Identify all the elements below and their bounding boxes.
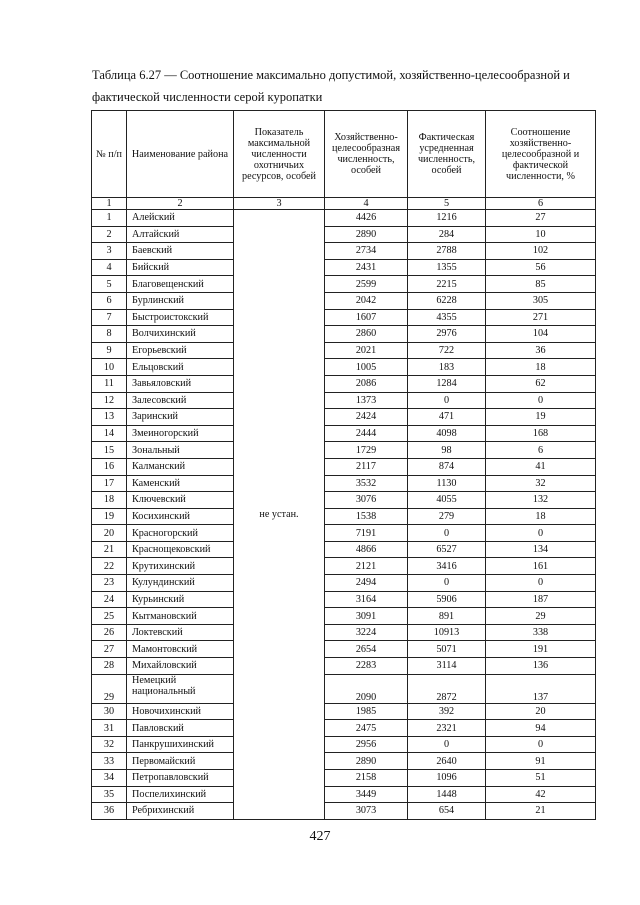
table-row xyxy=(92,475,596,492)
district-name: Бийский xyxy=(127,259,234,276)
ratio-value: 29 xyxy=(486,608,596,625)
actual-population-value: 4355 xyxy=(408,309,486,326)
actual-population-value: 284 xyxy=(408,226,486,243)
header-max-population: Показатель максимальной численности охотничьих ресурсов, особей xyxy=(234,111,325,198)
district-name: Ельцовский xyxy=(127,359,234,376)
table-row xyxy=(92,786,596,803)
caption-line-2: фактической численности серой куропатки xyxy=(92,90,323,104)
district-name: Волчихинский xyxy=(127,326,234,343)
actual-population-value: 0 xyxy=(408,392,486,409)
table-row xyxy=(92,770,596,787)
district-name: Завьяловский xyxy=(127,375,234,392)
district-name: Змеиногорский xyxy=(127,425,234,442)
district-name: Красногорский xyxy=(127,525,234,542)
economic-population-value: 1607 xyxy=(325,309,408,326)
actual-population-value: 6527 xyxy=(408,541,486,558)
economic-population-value: 4866 xyxy=(325,541,408,558)
row-number: 21 xyxy=(92,541,127,558)
table-row xyxy=(92,575,596,592)
actual-population-value: 1284 xyxy=(408,375,486,392)
economic-population-value: 1538 xyxy=(325,508,408,525)
district-name: Благовещенский xyxy=(127,276,234,293)
actual-population-value: 2872 xyxy=(408,674,486,703)
economic-population-value: 2431 xyxy=(325,259,408,276)
table-row xyxy=(92,442,596,459)
ratio-value: 0 xyxy=(486,736,596,753)
ratio-value: 94 xyxy=(486,720,596,737)
ratio-value: 191 xyxy=(486,641,596,658)
ratio-value: 41 xyxy=(486,458,596,475)
row-number: 15 xyxy=(92,442,127,459)
economic-population-value: 1985 xyxy=(325,703,408,720)
table-row xyxy=(92,558,596,575)
column-number-row xyxy=(92,198,596,210)
header-actual-population: Фактическая усредненная численность, особей xyxy=(408,111,486,198)
table-row xyxy=(92,624,596,641)
economic-population-value: 2042 xyxy=(325,292,408,309)
actual-population-value: 183 xyxy=(408,359,486,376)
ratio-value: 20 xyxy=(486,703,596,720)
economic-population-value: 3076 xyxy=(325,492,408,509)
ratio-value: 19 xyxy=(486,409,596,426)
row-number: 22 xyxy=(92,558,127,575)
table-caption xyxy=(92,64,602,108)
row-number: 30 xyxy=(92,703,127,720)
economic-population-value: 3532 xyxy=(325,475,408,492)
column-number: 5 xyxy=(408,198,486,210)
district-name: Петропавловский xyxy=(127,770,234,787)
row-number: 16 xyxy=(92,458,127,475)
data-table xyxy=(91,110,596,820)
actual-population-value: 3416 xyxy=(408,558,486,575)
table-row xyxy=(92,541,596,558)
table-row xyxy=(92,803,596,820)
table-row xyxy=(92,608,596,625)
actual-population-value: 0 xyxy=(408,736,486,753)
table-row xyxy=(92,226,596,243)
row-number: 1 xyxy=(92,210,127,227)
ratio-value: 168 xyxy=(486,425,596,442)
table-row xyxy=(92,425,596,442)
actual-population-value: 1130 xyxy=(408,475,486,492)
ratio-value: 134 xyxy=(486,541,596,558)
actual-population-value: 891 xyxy=(408,608,486,625)
economic-population-value: 1729 xyxy=(325,442,408,459)
district-name: Первомайский xyxy=(127,753,234,770)
row-number: 27 xyxy=(92,641,127,658)
actual-population-value: 4055 xyxy=(408,492,486,509)
economic-population-value: 2444 xyxy=(325,425,408,442)
row-number: 35 xyxy=(92,786,127,803)
row-number: 12 xyxy=(92,392,127,409)
ratio-value: 18 xyxy=(486,359,596,376)
row-number: 36 xyxy=(92,803,127,820)
economic-population-value: 2283 xyxy=(325,658,408,675)
ratio-value: 10 xyxy=(486,226,596,243)
column-number: 6 xyxy=(486,198,596,210)
row-number: 2 xyxy=(92,226,127,243)
actual-population-value: 392 xyxy=(408,703,486,720)
actual-population-value: 2640 xyxy=(408,753,486,770)
actual-population-value: 2215 xyxy=(408,276,486,293)
actual-population-value: 10913 xyxy=(408,624,486,641)
district-name: Заринский xyxy=(127,409,234,426)
actual-population-value: 471 xyxy=(408,409,486,426)
economic-population-value: 2734 xyxy=(325,243,408,260)
actual-population-value: 722 xyxy=(408,342,486,359)
table-row xyxy=(92,409,596,426)
row-number: 23 xyxy=(92,575,127,592)
row-number: 7 xyxy=(92,309,127,326)
row-number: 20 xyxy=(92,525,127,542)
page-number: 427 xyxy=(309,829,331,844)
economic-population-value: 1005 xyxy=(325,359,408,376)
table-row xyxy=(92,591,596,608)
actual-population-value: 98 xyxy=(408,442,486,459)
ratio-value: 56 xyxy=(486,259,596,276)
district-name: Быстроистокский xyxy=(127,309,234,326)
district-name: Алейский xyxy=(127,210,234,227)
column-number: 4 xyxy=(325,198,408,210)
district-name: Новочихинский xyxy=(127,703,234,720)
header-district-name: Наименование района xyxy=(127,111,234,198)
table-row xyxy=(92,753,596,770)
ratio-value: 62 xyxy=(486,375,596,392)
district-name: Каменский xyxy=(127,475,234,492)
ratio-value: 136 xyxy=(486,658,596,675)
actual-population-value: 1216 xyxy=(408,210,486,227)
row-number: 26 xyxy=(92,624,127,641)
row-number: 4 xyxy=(92,259,127,276)
row-number: 17 xyxy=(92,475,127,492)
actual-population-value: 2788 xyxy=(408,243,486,260)
row-number: 18 xyxy=(92,492,127,509)
table-row xyxy=(92,641,596,658)
row-number: 10 xyxy=(92,359,127,376)
ratio-value: 161 xyxy=(486,558,596,575)
table-row xyxy=(92,375,596,392)
district-name: Зональный xyxy=(127,442,234,459)
district-name: Калманский xyxy=(127,458,234,475)
economic-population-value: 3164 xyxy=(325,591,408,608)
district-name: Залесовский xyxy=(127,392,234,409)
economic-population-value: 2121 xyxy=(325,558,408,575)
actual-population-value: 1096 xyxy=(408,770,486,787)
ratio-value: 104 xyxy=(486,326,596,343)
actual-population-value: 1355 xyxy=(408,259,486,276)
header-number: № п/п xyxy=(92,111,127,198)
district-name: Ребрихинский xyxy=(127,803,234,820)
actual-population-value: 6228 xyxy=(408,292,486,309)
row-number: 34 xyxy=(92,770,127,787)
ratio-value: 42 xyxy=(486,786,596,803)
economic-population-value: 2090 xyxy=(325,674,408,703)
ratio-value: 91 xyxy=(486,753,596,770)
ratio-value: 271 xyxy=(486,309,596,326)
row-number: 33 xyxy=(92,753,127,770)
row-number: 5 xyxy=(92,276,127,293)
economic-population-value: 2599 xyxy=(325,276,408,293)
table-row xyxy=(92,674,596,703)
column-number: 3 xyxy=(234,198,325,210)
table-row xyxy=(92,342,596,359)
ratio-value: 338 xyxy=(486,624,596,641)
table-row xyxy=(92,492,596,509)
ratio-value: 102 xyxy=(486,243,596,260)
table-row xyxy=(92,309,596,326)
column-number: 2 xyxy=(127,198,234,210)
table-row xyxy=(92,276,596,293)
district-name: Крутихинский xyxy=(127,558,234,575)
economic-population-value: 2424 xyxy=(325,409,408,426)
ratio-value: 85 xyxy=(486,276,596,293)
table-body xyxy=(92,210,596,820)
district-name: Бурлинский xyxy=(127,292,234,309)
district-name: Локтевский xyxy=(127,624,234,641)
actual-population-value: 5906 xyxy=(408,591,486,608)
ratio-value: 305 xyxy=(486,292,596,309)
table-row xyxy=(92,703,596,720)
row-number: 11 xyxy=(92,375,127,392)
district-name: Косихинский xyxy=(127,508,234,525)
table-row xyxy=(92,658,596,675)
district-name: Алтайский xyxy=(127,226,234,243)
economic-population-value: 2890 xyxy=(325,753,408,770)
table-row xyxy=(92,392,596,409)
ratio-value: 0 xyxy=(486,575,596,592)
table-row xyxy=(92,525,596,542)
max-population-merged-cell: не устан. xyxy=(234,210,325,820)
district-name: Ключевский xyxy=(127,492,234,509)
row-number: 14 xyxy=(92,425,127,442)
table-row xyxy=(92,210,596,227)
ratio-value: 18 xyxy=(486,508,596,525)
row-number: 19 xyxy=(92,508,127,525)
district-name: Курьинский xyxy=(127,591,234,608)
row-number: 28 xyxy=(92,658,127,675)
district-name: Михайловский xyxy=(127,658,234,675)
district-name: Мамонтовский xyxy=(127,641,234,658)
district-name: Баевский xyxy=(127,243,234,260)
ratio-value: 187 xyxy=(486,591,596,608)
table-row xyxy=(92,508,596,525)
economic-population-value: 2021 xyxy=(325,342,408,359)
ratio-value: 6 xyxy=(486,442,596,459)
economic-population-value: 2494 xyxy=(325,575,408,592)
ratio-value: 27 xyxy=(486,210,596,227)
table-row xyxy=(92,326,596,343)
row-number: 9 xyxy=(92,342,127,359)
actual-population-value: 0 xyxy=(408,575,486,592)
district-name: Кулундинский xyxy=(127,575,234,592)
actual-population-value: 0 xyxy=(408,525,486,542)
economic-population-value: 2158 xyxy=(325,770,408,787)
table-row xyxy=(92,720,596,737)
row-number: 31 xyxy=(92,720,127,737)
header-row xyxy=(92,111,596,198)
ratio-value: 36 xyxy=(486,342,596,359)
row-number: 29 xyxy=(92,674,127,703)
district-name: Немецкий национальный xyxy=(127,674,234,703)
row-number: 6 xyxy=(92,292,127,309)
economic-population-value: 2117 xyxy=(325,458,408,475)
ratio-value: 137 xyxy=(486,674,596,703)
economic-population-value: 2890 xyxy=(325,226,408,243)
actual-population-value: 1448 xyxy=(408,786,486,803)
table-row xyxy=(92,359,596,376)
district-name: Панкрушихинский xyxy=(127,736,234,753)
actual-population-value: 4098 xyxy=(408,425,486,442)
header-economic-population: Хозяйственно-целесообразная численность, особей xyxy=(325,111,408,198)
actual-population-value: 654 xyxy=(408,803,486,820)
ratio-value: 0 xyxy=(486,525,596,542)
row-number: 8 xyxy=(92,326,127,343)
table-row xyxy=(92,736,596,753)
row-number: 32 xyxy=(92,736,127,753)
ratio-value: 21 xyxy=(486,803,596,820)
row-number: 24 xyxy=(92,591,127,608)
district-name: Краснощековский xyxy=(127,541,234,558)
column-number: 1 xyxy=(92,198,127,210)
ratio-value: 0 xyxy=(486,392,596,409)
district-name: Кытмановский xyxy=(127,608,234,625)
ratio-value: 32 xyxy=(486,475,596,492)
economic-population-value: 1373 xyxy=(325,392,408,409)
actual-population-value: 279 xyxy=(408,508,486,525)
economic-population-value: 2475 xyxy=(325,720,408,737)
table-row xyxy=(92,243,596,260)
row-number: 13 xyxy=(92,409,127,426)
table-row xyxy=(92,259,596,276)
actual-population-value: 2976 xyxy=(408,326,486,343)
economic-population-value: 7191 xyxy=(325,525,408,542)
economic-population-value: 2654 xyxy=(325,641,408,658)
row-number: 25 xyxy=(92,608,127,625)
ratio-value: 51 xyxy=(486,770,596,787)
district-name: Павловский xyxy=(127,720,234,737)
district-name: Егорьевский xyxy=(127,342,234,359)
actual-population-value: 3114 xyxy=(408,658,486,675)
economic-population-value: 3224 xyxy=(325,624,408,641)
actual-population-value: 2321 xyxy=(408,720,486,737)
economic-population-value: 3073 xyxy=(325,803,408,820)
row-number: 3 xyxy=(92,243,127,260)
actual-population-value: 874 xyxy=(408,458,486,475)
economic-population-value: 3449 xyxy=(325,786,408,803)
economic-population-value: 3091 xyxy=(325,608,408,625)
header-ratio: Соотношение хозяйственно-целесообразной и фактической численности, % xyxy=(486,111,596,198)
economic-population-value: 2956 xyxy=(325,736,408,753)
economic-population-value: 2860 xyxy=(325,326,408,343)
table-row xyxy=(92,292,596,309)
ratio-value: 132 xyxy=(486,492,596,509)
district-name: Поспелихинский xyxy=(127,786,234,803)
table-row xyxy=(92,458,596,475)
caption-line-1: Таблица 6.27 — Соотношение максимально допустимой, хозяйственно-целесообразной и xyxy=(92,68,570,82)
economic-population-value: 4426 xyxy=(325,210,408,227)
actual-population-value: 5071 xyxy=(408,641,486,658)
economic-population-value: 2086 xyxy=(325,375,408,392)
